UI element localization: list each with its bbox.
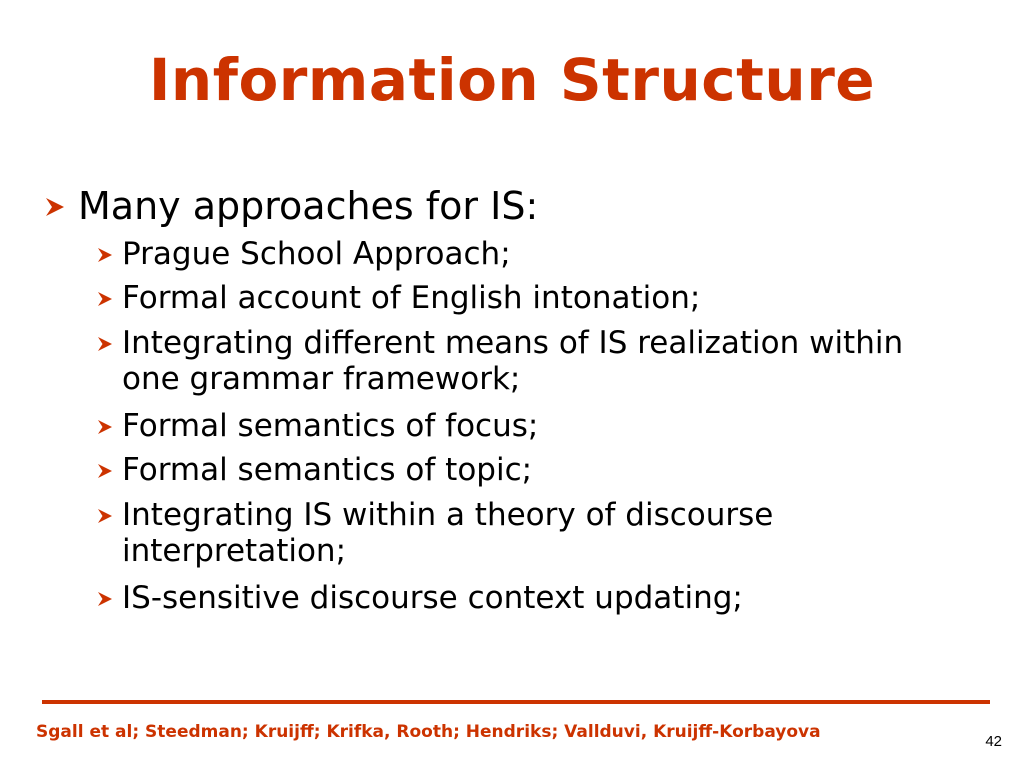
sub-bullet-text: IS-sensitive discourse context updating; [122, 580, 743, 616]
arrowhead-bullet-icon [96, 452, 122, 484]
sub-bullet-text: Prague School Approach; [122, 236, 511, 272]
arrowhead-bullet-icon [96, 280, 122, 312]
main-bullet-item [44, 184, 984, 228]
arrowhead-bullet-icon [96, 236, 122, 268]
sub-bullet-item [96, 325, 952, 397]
sub-bullet-item [96, 408, 952, 444]
sub-bullet-text: Formal account of English intonation; [122, 280, 701, 316]
sub-bullet-text: Formal semantics of focus; [122, 408, 539, 444]
footer-divider [42, 700, 990, 704]
sub-bullet-text: Formal semantics of topic; [122, 452, 533, 488]
sub-bullet-item [96, 497, 952, 569]
arrowhead-bullet-icon [96, 580, 122, 612]
arrowhead-bullet-icon [96, 497, 122, 529]
arrowhead-bullet-icon [96, 325, 122, 357]
sub-bullet-text: Integrating IS within a theory of discourse interpretation; [122, 497, 774, 569]
sub-bullet-item [96, 280, 952, 316]
page-number: 42 [985, 733, 1002, 750]
sub-bullet-item [96, 452, 952, 488]
arrowhead-bullet-icon [44, 184, 78, 222]
footer-credits: Sgall et al; Steedman; Kruijff; Krifka, Rooth; Hendriks; Vallduvi, Kruijff-Korbayova [36, 722, 821, 742]
sub-bullet-item [96, 236, 952, 272]
slide-title: Information Structure [148, 46, 876, 114]
sub-bullet-text: Integrating different means of IS realization within one grammar framework; [122, 325, 904, 397]
sub-bullet-item [96, 580, 952, 616]
arrowhead-bullet-icon [96, 408, 122, 440]
main-bullet-text: Many approaches for IS: [78, 184, 539, 228]
